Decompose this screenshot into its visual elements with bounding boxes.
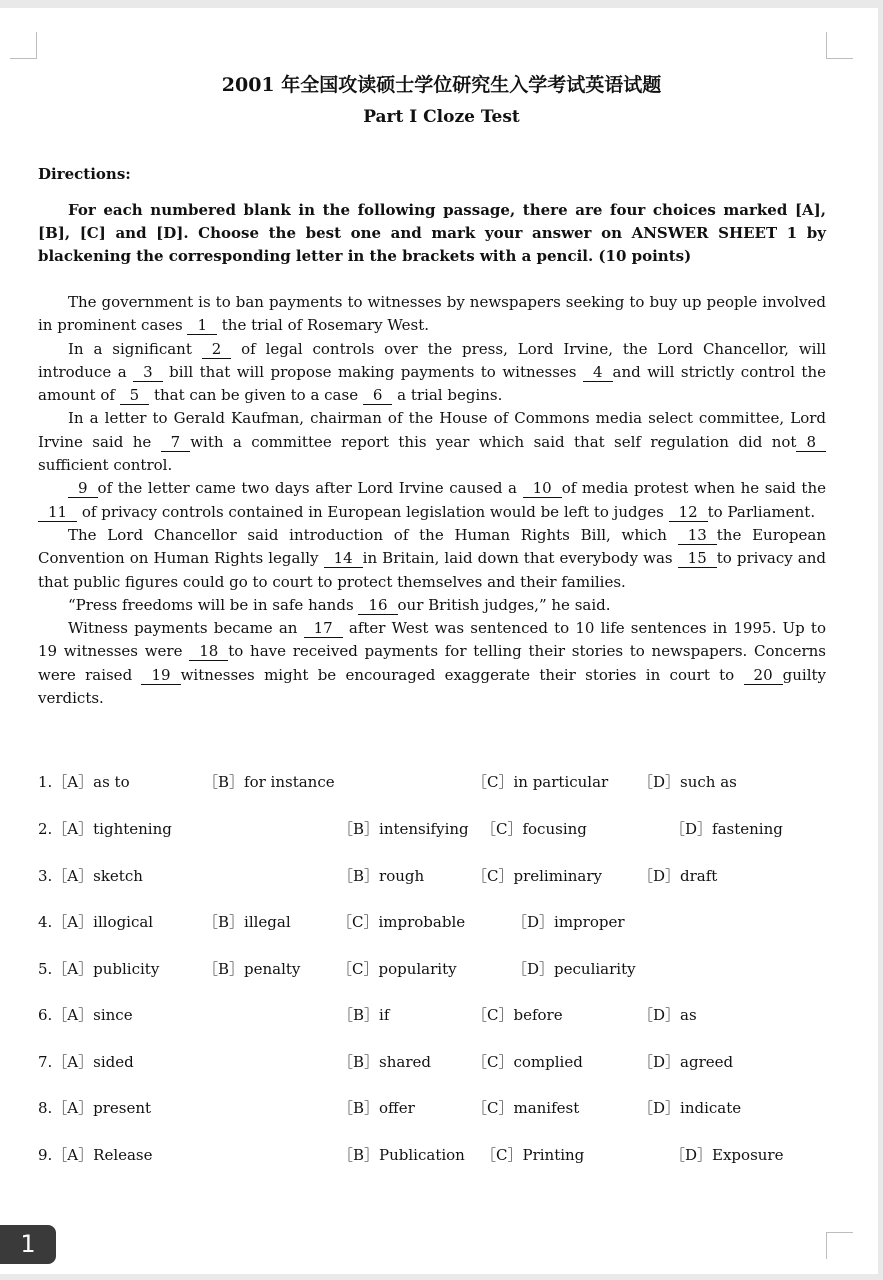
q7-option-b: ［B］shared — [338, 1053, 431, 1071]
blank-8: 8 — [796, 434, 826, 452]
passage-paragraph-7: Witness payments became an 17 after West was sentenced to 10 life sentences in 1995. Up to 19 witnesses were 18 to have received payments for telling their stories to newspapers. Concerns were raised 19 witnesses might be encouraged exaggerate their stories in court to 20 guilty verdicts. — [38, 619, 826, 708]
q5-option-c: ［C］popularity — [337, 960, 457, 978]
blank-5: 5 — [120, 387, 150, 405]
blank-19: 19 — [141, 667, 180, 685]
passage-paragraph-4: 9 of the letter came two days after Lord Irvine caused a 10 of media protest when he said the 11 of privacy controls contained in European legislation would be left to judges 12 to Parliament. — [38, 477, 826, 524]
q7-option-c: ［C］complied — [472, 1053, 583, 1071]
directions-text: For each numbered blank in the following passage, there are four choices marked [A], [B], [C] and [D]. Choose the best one and mark your answer on ANSWER SHEET 1 by blackening the corresponding letter in the brackets with a pencil. (10 points) — [38, 201, 826, 265]
q2-option-c: ［C］focusing — [481, 820, 587, 838]
q7-option-d: ［D］agreed — [638, 1053, 734, 1071]
cloze-passage — [38, 291, 826, 710]
blank-2: 2 — [202, 341, 232, 359]
part-title: Part I Cloze Test — [363, 107, 520, 127]
q6-option-d: ［D］as — [638, 1006, 697, 1024]
q9-option-d: ［D］Exposure — [670, 1146, 784, 1164]
blank-10: 10 — [523, 480, 562, 498]
blank-12: 12 — [669, 504, 708, 522]
blank-1: 1 — [187, 317, 217, 335]
blank-14: 14 — [324, 550, 363, 568]
q9-option-a: 9.［A］Release — [38, 1146, 153, 1164]
blank-3: 3 — [133, 364, 163, 382]
blank-20: 20 — [744, 667, 783, 685]
q1-option-c: ［C］in particular — [472, 773, 609, 791]
passage-paragraph-2: In a significant 2 of legal controls over the press, Lord Irvine, the Lord Chancellor, will introduce a 3 bill that will propose making payments to witnesses 4 and will strictly control the amount of 5 that can be given to a case 6 a trial begins. — [38, 339, 826, 405]
exam-title: 2001 年全国攻读硕士学位研究生入学考试英语试题 — [221, 74, 662, 96]
crop-mark-bottom-right — [826, 1232, 853, 1259]
q3-option-c: ［C］preliminary — [472, 867, 602, 885]
q5-option-a: 5.［A］publicity — [38, 960, 160, 978]
q2-option-d: ［D］fastening — [670, 820, 783, 838]
passage-paragraph-3: In a letter to Gerald Kaufman, chairman of the House of Commons media select committee, Lord Irvine said he 7 with a committee report this year which said that self regulation did not 8 sufficient control. — [38, 409, 826, 475]
q7-option-a: 7.［A］sided — [38, 1053, 134, 1071]
passage-paragraph-5: The Lord Chancellor said introduction of the Human Rights Bill, which 13 the European Convention on Human Rights legally 14 in Britain, laid down that everybody was 15 to privacy and that public figures could go to court to protect themselves and their families. — [38, 525, 826, 591]
q2-option-b: ［B］intensifying — [338, 820, 469, 838]
q3-option-b: ［B］rough — [338, 867, 425, 885]
passage-paragraph-1: The government is to ban payments to witnesses by newspapers seeking to buy up people involved in prominent cases 1 the trial of Rosemary West. — [38, 293, 826, 335]
q8-option-a: 8.［A］present — [38, 1099, 152, 1117]
crop-mark-top-right — [826, 32, 853, 59]
q5-option-d: ［D］peculiarity — [512, 960, 636, 978]
q4-option-d: ［D］improper — [512, 913, 625, 931]
q1-option-b: ［B］for instance — [203, 773, 335, 791]
q3-option-d: ［D］draft — [638, 867, 718, 885]
q4-option-b: ［B］illegal — [203, 913, 291, 931]
blank-15: 15 — [678, 550, 717, 568]
q4-option-a: 4.［A］illogical — [38, 913, 154, 931]
blank-11: 11 — [38, 504, 77, 522]
directions-label: Directions: — [38, 165, 131, 183]
q6-option-c: ［C］before — [472, 1006, 563, 1024]
q4-option-c: ［C］improbable — [337, 913, 466, 931]
q8-option-d: ［D］indicate — [638, 1099, 742, 1117]
blank-17: 17 — [304, 620, 343, 638]
q3-option-a: 3.［A］sketch — [38, 867, 143, 885]
page-number-badge: 1 — [0, 1225, 56, 1264]
blank-9: 9 — [68, 480, 98, 498]
blank-16: 16 — [358, 597, 397, 615]
q9-option-b: ［B］Publication — [338, 1146, 465, 1164]
passage-paragraph-6: “Press freedoms will be in safe hands 16 our British judges,” he said. — [68, 595, 611, 614]
crop-mark-top-left — [10, 32, 37, 59]
q5-option-b: ［B］penalty — [203, 960, 301, 978]
q1-option-a: 1.［A］as to — [38, 773, 130, 791]
q9-option-c: ［C］Printing — [481, 1146, 585, 1164]
q8-option-c: ［C］manifest — [472, 1099, 580, 1117]
blank-4: 4 — [583, 364, 613, 382]
blank-18: 18 — [189, 643, 228, 661]
q6-option-a: 6.［A］since — [38, 1006, 133, 1024]
q6-option-b: ［B］if — [338, 1006, 390, 1024]
q1-option-d: ［D］such as — [638, 773, 737, 791]
q8-option-b: ［B］offer — [338, 1099, 415, 1117]
blank-13: 13 — [678, 527, 717, 545]
blank-7: 7 — [161, 434, 191, 452]
blank-6: 6 — [363, 387, 393, 405]
q2-option-a: 2.［A］tightening — [38, 820, 172, 838]
